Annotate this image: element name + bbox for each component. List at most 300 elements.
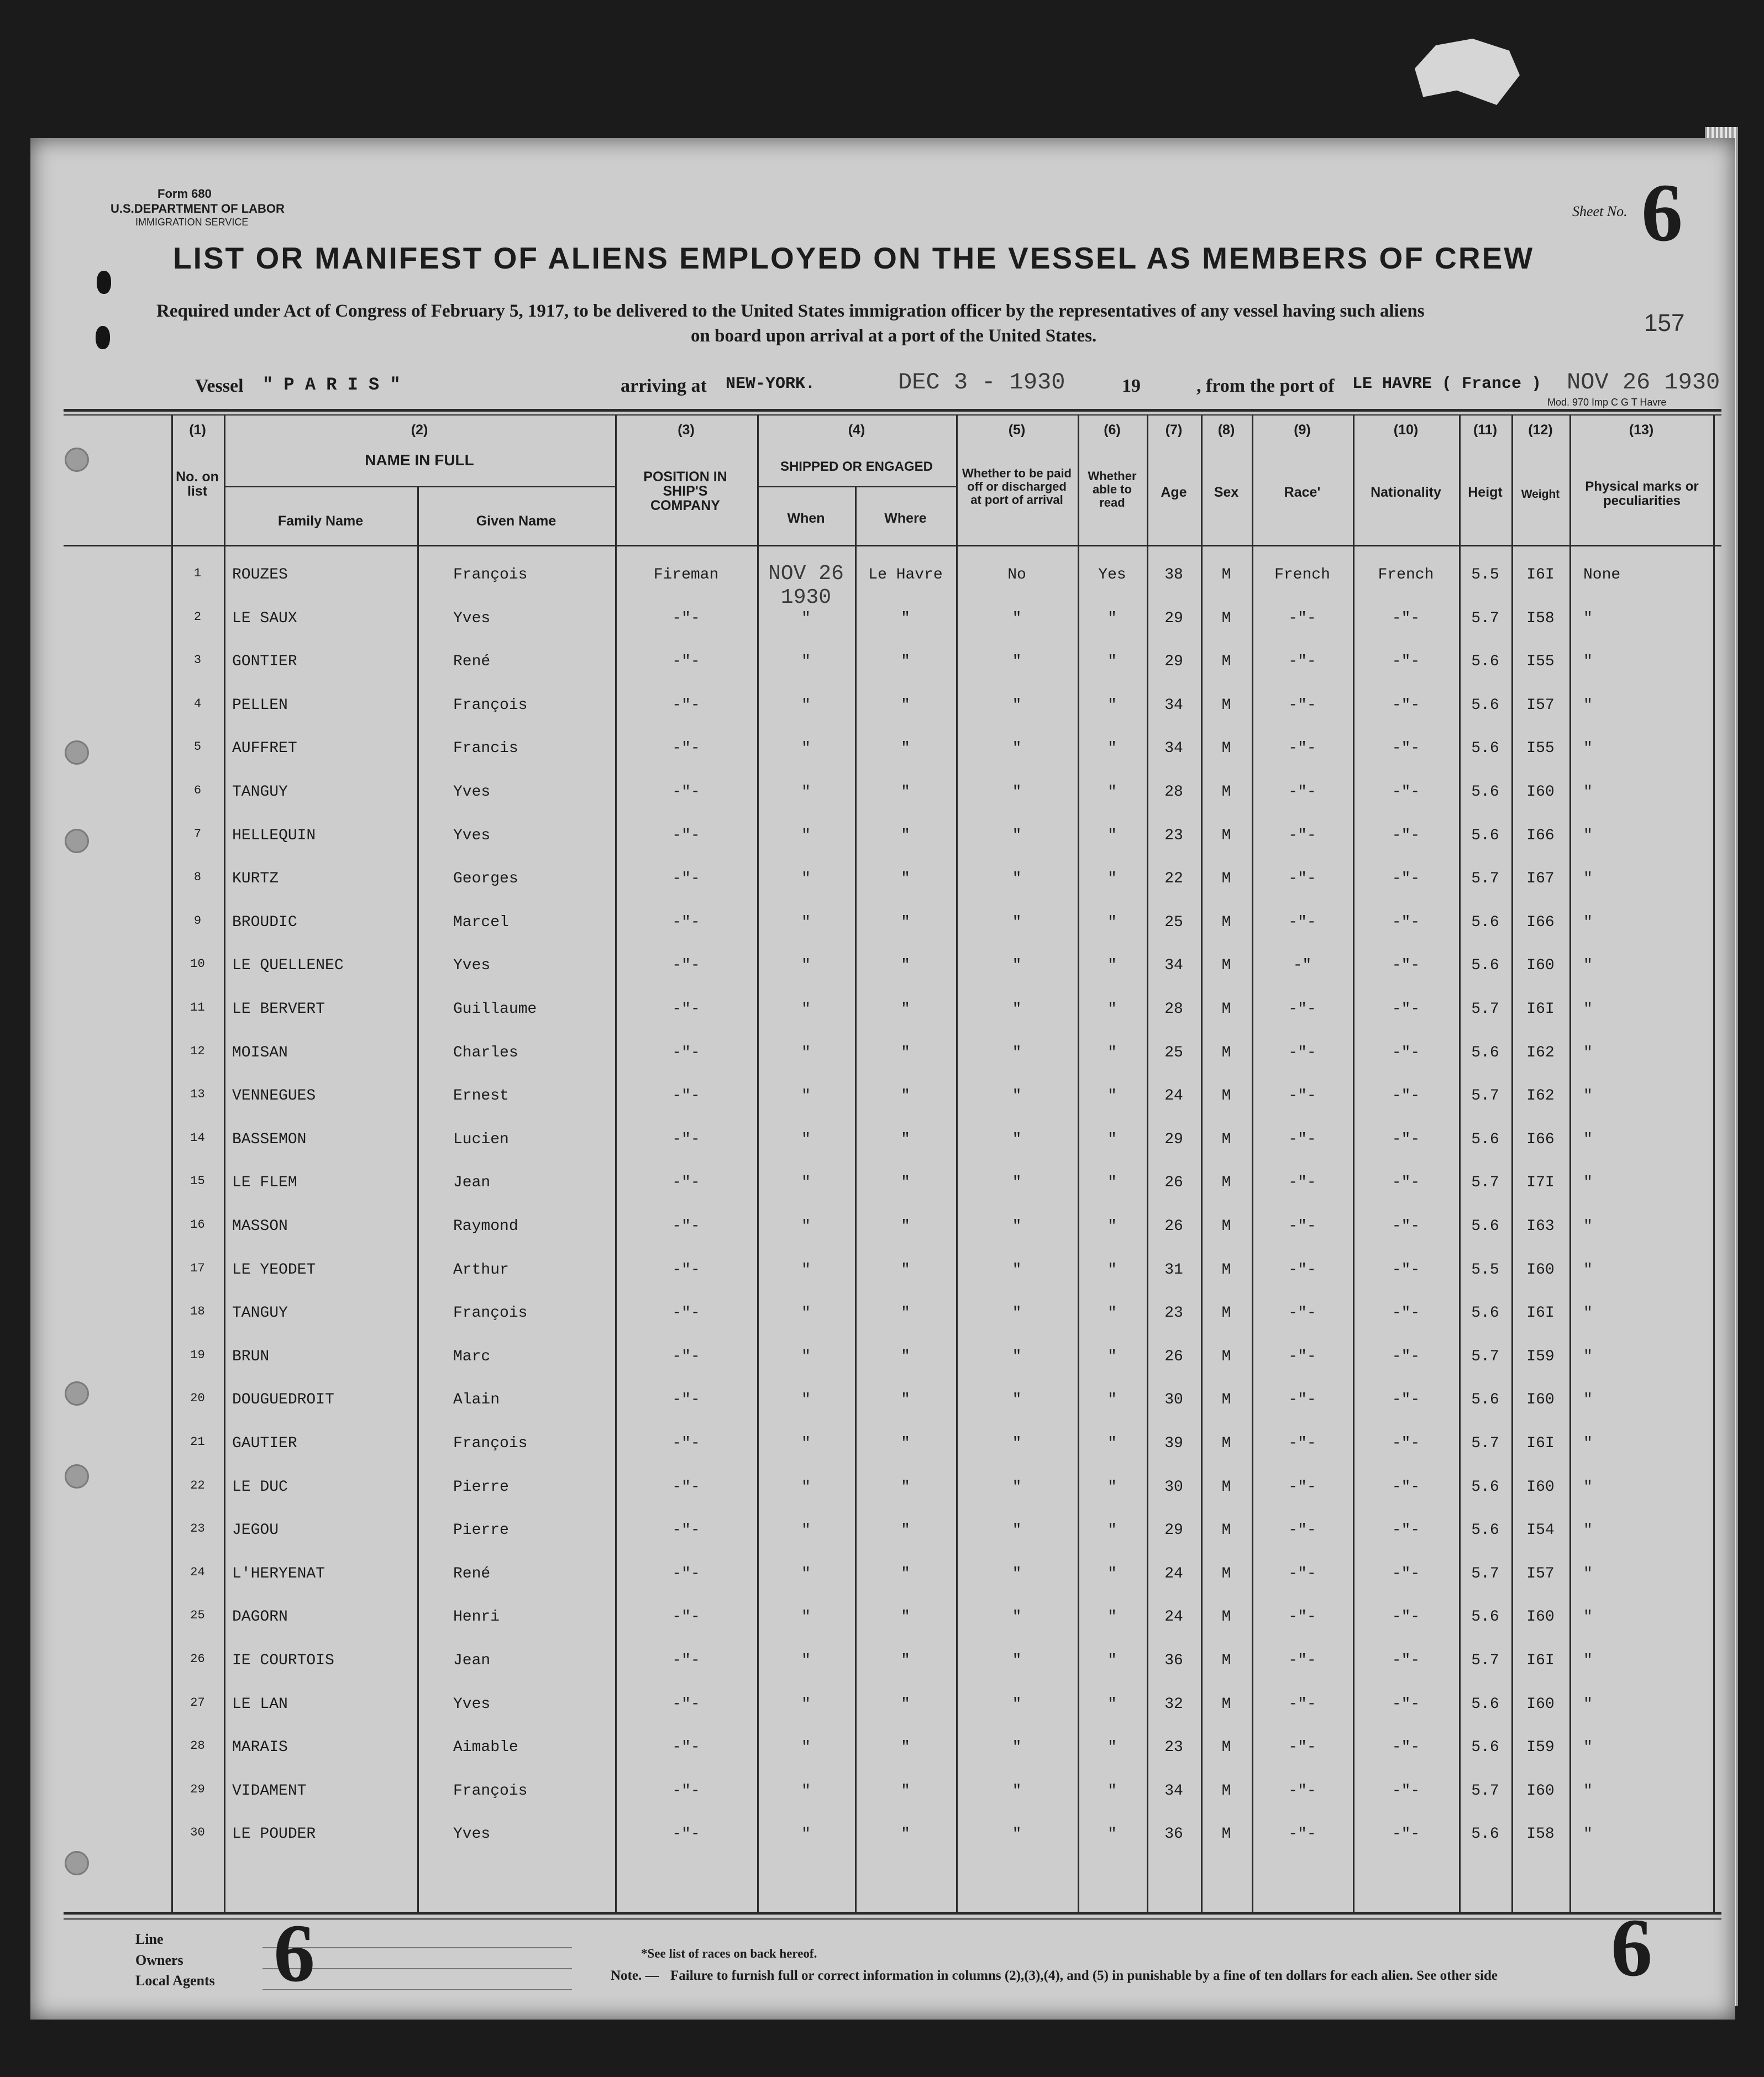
cell-given: Yves [453,957,491,975]
cell-family: TANGUY [232,784,288,801]
cell-read: " [1107,1695,1117,1713]
cell-family: PELLEN [232,696,288,714]
cell-no: 16 [190,1218,205,1232]
punch-hole [65,829,89,853]
cell-sex: M [1221,1826,1231,1843]
cell-race: -"- [1288,1826,1316,1843]
cell-nat: -"- [1392,1174,1420,1192]
cell-where: " [901,1522,910,1539]
cell-height: 5.6 [1471,1305,1499,1322]
cell-paid: " [1012,740,1022,758]
cell-read: " [1107,784,1117,801]
cell-given: François [453,1782,528,1800]
cell-no: 27 [190,1695,205,1710]
cell-position: -"- [672,1391,700,1409]
col6-header: Whether able to read [1088,469,1137,509]
cell-family: LE DUC [232,1478,288,1496]
cell-height: 5.7 [1471,1435,1499,1452]
cell-race: -"- [1288,1348,1316,1365]
cell-race: -"- [1288,1739,1316,1757]
cell-when: " [801,1130,811,1148]
cell-family: GAUTIER [232,1435,297,1452]
cell-nat: -"- [1392,1218,1420,1235]
cell-weight: I54 [1526,1522,1555,1539]
cell-paid: " [1012,1348,1022,1365]
cell-position: -"- [672,653,700,671]
cell-age: 26 [1164,1174,1183,1192]
col-rule [615,414,617,1912]
cell-when: " [801,1174,811,1192]
cell-race: -"- [1288,1478,1316,1496]
cell-no: 30 [190,1826,205,1840]
cell-family: ROUZES [232,566,288,583]
cell-when: " [801,696,811,714]
cell-given: Pierre [453,1478,509,1496]
cell-where: " [901,1261,910,1279]
cell-where: " [901,609,910,627]
cell-position: -"- [672,1044,700,1061]
cell-age: 23 [1164,827,1183,844]
col1-number: (1) [189,422,206,438]
cell-family: KURTZ [232,870,279,888]
cell-height: 5.6 [1471,1695,1499,1713]
cell-paid: " [1012,1044,1022,1061]
cell-position: -"- [672,1001,700,1018]
cell-sex: M [1221,1782,1231,1800]
cell-race: -"- [1288,1174,1316,1192]
cell-position: -"- [672,1695,700,1713]
vessel-name: " P A R I S " [262,375,401,395]
cell-family: MASSON [232,1218,288,1235]
cell-weight: I60 [1526,957,1555,975]
cell-read: " [1107,1087,1117,1105]
cell-read: " [1107,1435,1117,1452]
cell-nat: -"- [1392,870,1420,888]
cell-sex: M [1221,913,1231,931]
cell-given: Yves [453,1826,491,1843]
cell-height: 5.7 [1471,1001,1499,1018]
cell-where: " [901,1782,910,1800]
punch-hole [65,1381,89,1406]
cell-age: 31 [1164,1261,1183,1279]
cell-no: 13 [190,1087,205,1102]
cell-marks: " [1583,1174,1593,1192]
cell-weight: I60 [1526,1695,1555,1713]
cell-paid: " [1012,1522,1022,1539]
cell-position: -"- [672,1522,700,1539]
manifest-title: LIST OR MANIFEST OF ALIENS EMPLOYED ON THE VESSEL AS MEMBERS OF CREW [173,241,1535,275]
cell-paid: " [1012,1652,1022,1669]
cell-given: Aimable [453,1739,518,1757]
cell-family: LE LAN [232,1695,288,1713]
cell-paid: " [1012,1739,1022,1757]
sheet-number: 6 [1641,167,1683,259]
service-name: IMMIGRATION SERVICE [135,217,249,228]
cell-paid: " [1012,1435,1022,1452]
cell-when: " [801,1782,811,1800]
cell-nat: -"- [1392,1261,1420,1279]
department-name: U.S.DEPARTMENT OF LABOR [111,202,285,215]
cell-no: 3 [193,653,202,667]
cell-where: " [901,1130,910,1148]
cell-age: 25 [1164,913,1183,931]
cell-where: " [901,1174,910,1192]
cell-age: 29 [1164,1522,1183,1539]
cell-read: " [1107,1001,1117,1018]
cell-nat: -"- [1392,1435,1420,1452]
cell-no: 14 [190,1130,205,1145]
cell-given: Raymond [453,1218,518,1235]
cell-no: 18 [190,1305,205,1319]
cell-weight: I66 [1526,827,1555,844]
cell-age: 39 [1164,1435,1183,1452]
cell-where: " [901,1087,910,1105]
ink-blot [96,326,110,349]
cell-when: " [801,1391,811,1409]
cell-marks: " [1583,696,1593,714]
cell-where: " [901,1435,910,1452]
cell-marks: " [1583,1348,1593,1365]
cell-race: -"- [1288,1608,1316,1626]
cell-marks: " [1583,1218,1593,1235]
cell-weight: I67 [1526,870,1555,888]
cell-weight: I6I [1526,566,1555,583]
cell-nat: -"- [1392,1695,1420,1713]
cell-paid: " [1012,1305,1022,1322]
cell-position: -"- [672,1435,700,1452]
cell-height: 5.6 [1471,784,1499,801]
note-text: Failure to furnish full or correct information in columns (2),(3),(4), and (5) in punishable by a fine of ten dollars for each alien. See other side [670,1968,1498,1983]
cell-height: 5.7 [1471,1652,1499,1669]
cell-sex: M [1221,957,1231,975]
cell-age: 38 [1164,566,1183,583]
cell-no: 26 [190,1652,205,1666]
cell-given: René [453,1565,491,1582]
cell-race: -"- [1288,1001,1316,1018]
col-rule [1459,414,1461,1912]
cell-when: NOV 26 1930 [768,562,844,609]
cell-age: 22 [1164,870,1183,888]
cell-age: 30 [1164,1391,1183,1409]
cell-height: 5.5 [1471,1261,1499,1279]
header-bottom-rule [64,545,1721,546]
cell-age: 26 [1164,1218,1183,1235]
cell-sex: M [1221,1130,1231,1148]
cell-no: 22 [190,1478,205,1492]
cell-nat: -"- [1392,827,1420,844]
cell-weight: I55 [1526,653,1555,671]
cell-no: 29 [190,1782,205,1796]
cell-weight: I6I [1526,1435,1555,1452]
cell-race: -"- [1288,1087,1316,1105]
col-rule [417,486,419,1912]
cell-nat: -"- [1392,1652,1420,1669]
cell-family: DOUGUEDROIT [232,1391,334,1409]
cell-height: 5.5 [1471,566,1499,583]
cell-race: -"- [1288,1652,1316,1669]
cell-race: -"- [1288,609,1316,627]
cell-paid: " [1012,1782,1022,1800]
cell-read: " [1107,827,1117,844]
cell-no: 1 [193,566,202,580]
col4-header: SHIPPED OR ENGAGED [780,459,933,474]
cell-nat: -"- [1392,1348,1420,1365]
cell-read: " [1107,1218,1117,1235]
cell-paid: " [1012,913,1022,931]
subheader-rule [757,486,956,487]
cell-given: Marcel [453,913,509,931]
cell-sex: M [1221,827,1231,844]
cell-nat: -"- [1392,784,1420,801]
cell-read: " [1107,740,1117,758]
arriving-port: NEW-YORK. [726,375,816,393]
cell-where: " [901,740,910,758]
cell-where: " [901,1218,910,1235]
cell-position: -"- [672,827,700,844]
cell-marks: " [1583,1652,1593,1669]
cell-family: LE BERVERT [232,1001,326,1018]
cell-paid: " [1012,696,1022,714]
col8-number: (8) [1217,422,1235,438]
cell-family: LE POUDER [232,1826,316,1843]
from-port: LE HAVRE ( France ) [1352,375,1542,393]
col2-header: NAME IN FULL [365,451,474,469]
col5-header: Whether to be paid off or discharged at port of arrival [962,466,1072,507]
cell-weight: I62 [1526,1044,1555,1061]
cell-given: Yves [453,784,491,801]
cell-age: 34 [1164,696,1183,714]
cell-height: 5.6 [1471,740,1499,758]
cell-when: " [801,1739,811,1757]
cell-when: " [801,1652,811,1669]
cell-family: DAGORN [232,1608,288,1626]
punch-hole [65,740,89,765]
cell-height: 5.6 [1471,1218,1499,1235]
cell-race: -"- [1288,740,1316,758]
cell-marks: " [1583,784,1593,801]
cell-where: " [901,1739,910,1757]
cell-age: 24 [1164,1565,1183,1582]
cell-family: AUFFRET [232,740,297,758]
cell-where: " [901,1478,910,1496]
cell-given: Yves [453,609,491,627]
cell-age: 30 [1164,1478,1183,1496]
cell-nat: -"- [1392,1565,1420,1582]
cell-position: -"- [672,1826,700,1843]
cell-when: " [801,1608,811,1626]
cell-race: -" [1293,957,1312,975]
col9-header: Race' [1284,485,1321,500]
cell-when: " [801,609,811,627]
cell-height: 5.6 [1471,653,1499,671]
form-number: Form 680 [158,187,212,201]
cell-height: 5.6 [1471,696,1499,714]
cell-sex: M [1221,784,1231,801]
cell-age: 29 [1164,1130,1183,1148]
cell-family: GONTIER [232,653,297,671]
col4a-header: When [787,511,825,526]
cell-when: " [801,957,811,975]
cell-race: -"- [1288,913,1316,931]
col-rule [1569,414,1571,1912]
col13-header: Physical marks or peculiarities [1585,479,1699,508]
cell-paid: " [1012,1391,1022,1409]
cell-when: " [801,913,811,931]
cell-weight: I6I [1526,1001,1555,1018]
cell-height: 5.6 [1471,1826,1499,1843]
col4b-header: Where [884,511,927,526]
cell-position: -"- [672,1348,700,1365]
cell-given: Charles [453,1044,518,1061]
cell-when: " [801,870,811,888]
cell-marks: " [1583,1739,1593,1757]
cell-given: François [453,566,528,583]
cell-height: 5.6 [1471,1608,1499,1626]
cell-age: 29 [1164,609,1183,627]
cell-when: " [801,1478,811,1496]
cell-family: MARAIS [232,1739,288,1757]
cell-position: -"- [672,609,700,627]
cell-paid: " [1012,1695,1022,1713]
cell-race: -"- [1288,653,1316,671]
cell-read: " [1107,653,1117,671]
cell-given: Yves [453,827,491,844]
cell-position: -"- [672,1174,700,1192]
cell-when: " [801,1218,811,1235]
cell-weight: I62 [1526,1087,1555,1105]
cell-where: " [901,696,910,714]
cell-family: L'HERYENAT [232,1565,326,1582]
cell-weight: I63 [1526,1218,1555,1235]
cell-weight: I57 [1526,696,1555,714]
cell-marks: " [1583,957,1593,975]
cell-when: " [801,784,811,801]
cell-sex: M [1221,1695,1231,1713]
arrival-date-stamp: DEC 3 - 1930 [898,369,1065,396]
cell-given: Pierre [453,1522,509,1539]
sheet-label: Sheet No. [1572,203,1628,219]
cell-marks: " [1583,1478,1593,1496]
cell-weight: I57 [1526,1565,1555,1582]
cell-height: 5.6 [1471,1478,1499,1496]
col1-header: No. on list [176,469,219,499]
cell-marks: " [1583,1044,1593,1061]
cell-weight: I60 [1526,1782,1555,1800]
cell-given: Marc [453,1348,491,1365]
cell-read: " [1107,1174,1117,1192]
cell-paid: " [1012,1826,1022,1843]
cell-weight: I58 [1526,1826,1555,1843]
cell-given: François [453,1435,528,1452]
col12-header: Weight [1521,488,1560,501]
cell-paid: " [1012,957,1022,975]
cell-read: " [1107,1305,1117,1322]
cell-marks: " [1583,1435,1593,1452]
cell-family: TANGUY [232,1305,288,1322]
cell-position: -"- [672,1652,700,1669]
cell-position: -"- [672,1087,700,1105]
cell-where: " [901,1001,910,1018]
cell-where: " [901,827,910,844]
cell-read: " [1107,1478,1117,1496]
cell-when: " [801,1522,811,1539]
cell-position: -"- [672,1608,700,1626]
cell-sex: M [1221,1565,1231,1582]
cell-race: -"- [1288,1305,1316,1322]
cell-when: " [801,1565,811,1582]
cell-position: Fireman [653,566,719,583]
cell-read: Yes [1098,566,1126,583]
cell-when: " [801,740,811,758]
cell-where: " [901,913,910,931]
local-agents-label: Local Agents [135,1973,215,1989]
cell-family: VIDAMENT [232,1782,307,1800]
cell-race: -"- [1288,1261,1316,1279]
cell-paid: " [1012,784,1022,801]
cell-position: -"- [672,696,700,714]
cell-paid: " [1012,1565,1022,1582]
cell-position: -"- [672,1478,700,1496]
cell-no: 28 [190,1739,205,1753]
cell-nat: -"- [1392,740,1420,758]
cell-read: " [1107,1130,1117,1148]
cell-read: " [1107,1782,1117,1800]
cell-when: " [801,1087,811,1105]
punch-hole [65,1464,89,1489]
cell-nat: -"- [1392,1782,1420,1800]
punch-hole [65,448,89,472]
cell-given: Yves [453,1695,491,1713]
cell-race: -"- [1288,1695,1316,1713]
cell-when: " [801,1044,811,1061]
cell-nat: -"- [1392,1305,1420,1322]
cell-height: 5.7 [1471,870,1499,888]
cell-race: -"- [1288,1522,1316,1539]
col13-number: (13) [1629,422,1654,438]
cell-position: -"- [672,1739,700,1757]
cell-where: " [901,1305,910,1322]
cell-when: " [801,827,811,844]
cell-marks: " [1583,1565,1593,1582]
col8-header: Sex [1214,485,1239,500]
cell-marks: " [1583,1782,1593,1800]
cell-marks: " [1583,1608,1593,1626]
cell-marks: " [1583,1695,1593,1713]
cell-where: " [901,1565,910,1582]
page-number: 157 [1644,309,1685,336]
cell-paid: No [1007,566,1026,583]
cell-given: Jean [453,1174,491,1192]
cell-read: " [1107,696,1117,714]
cell-weight: I7I [1526,1174,1555,1192]
cell-weight: I66 [1526,913,1555,931]
cell-sex: M [1221,1608,1231,1626]
col5-number: (5) [1008,422,1026,438]
cell-height: 5.6 [1471,1044,1499,1061]
cell-weight: I59 [1526,1739,1555,1757]
arriving-label: arriving at [621,376,707,396]
cell-no: 6 [193,784,202,797]
cell-weight: I60 [1526,1478,1555,1496]
cell-where: " [901,1695,910,1713]
cell-weight: I60 [1526,784,1555,801]
cell-given: François [453,1305,528,1322]
cell-given: Henri [453,1608,500,1626]
punch-hole [65,1851,89,1875]
cell-marks: " [1583,1087,1593,1105]
big-number-left: 6 [274,1907,315,1999]
cell-marks: " [1583,1130,1593,1148]
